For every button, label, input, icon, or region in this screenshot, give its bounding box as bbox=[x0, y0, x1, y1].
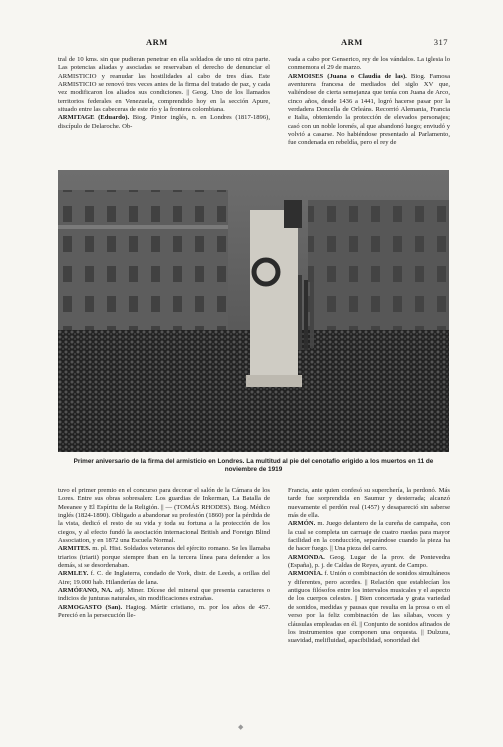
entry-body: Geog. Lugar de la prov. de Pontevedra (España), p. j. de Caldas de Reyes, ayunt. de Campo. bbox=[288, 553, 450, 570]
bottom-left-column bbox=[58, 487, 270, 621]
entry-body: f. C. de Inglaterra, condado de York, distr. de Leeds, a orillas del Aire; 19.000 hab. Hilanderías de lana. bbox=[58, 570, 270, 586]
entry-headword: ARMOGASTO (San). bbox=[58, 603, 123, 611]
entry-headword: ARMONÍA. bbox=[288, 570, 323, 578]
watermark-icon: ◆ bbox=[238, 723, 244, 731]
entry-body: adj. Miner. Dícese del mineral que presenta caracteres o indicios de junturas naturales, sin modificaciones extrañas. bbox=[58, 587, 270, 603]
page-number: 317 bbox=[433, 37, 448, 47]
dictionary-entry bbox=[288, 554, 450, 571]
dictionary-entry bbox=[288, 520, 450, 553]
photo-illustration bbox=[58, 170, 449, 452]
entry-body: Biog. Pintor inglés, n. en Londres (1817-1896), discípulo de Delaroche. Ob- bbox=[58, 114, 270, 130]
paragraph: tral de 10 kms. sin que pudieran penetrar en ella soldados de uno ni otra parte. Las potencias aliadas y asociadas se reservaban el derecho de denunciar el ARMISTICIO y reanudar las hostilidades al cabo de tres días. Este ARMISTICIO se renovó tres veces antes de la firma del tratado de paz, y cada vez modificaron los aliados sus condiciones. || Geog. Uno de los llamados territorios federales en Venezuela, comprendido hoy en la sección Apure, situado entre las cabeceras de este río y la frontera colombiana. bbox=[58, 56, 270, 114]
top-left-column bbox=[58, 56, 270, 131]
dictionary-entry bbox=[288, 73, 450, 148]
entry-headword: ARMITAGE (Eduardo). bbox=[58, 114, 130, 122]
dictionary-entry bbox=[288, 570, 450, 645]
cenotaph-photograph bbox=[58, 170, 449, 452]
entry-headword: ARMONDA. bbox=[288, 553, 325, 561]
paragraph: Francia, ante quien confesó su superchería, la perdonó. Más tarde fue sorprendida en Saumur y desterrada; alcanzó nuevamente el perdón real (1457) y desapareció sin saberse más de ella. bbox=[288, 487, 450, 520]
entry-body: m. Juego delantero de la cureña de campaña, con la cual se completa un carruaje de cuatro ruedas para mayor facilidad en la conducción, separándose cuando la pieza ha de hacer fuego. || Una pieza del carro. bbox=[288, 520, 450, 553]
header-center-word: ARM bbox=[341, 37, 363, 47]
entry-body: f. Unión o combinación de sonidos simultáneos y diferentes, pero acordes. || Relación que establecían los antiguos filósofos entre los intervalos musicales y el aspecto de los cuerpos celestes. || Bien concertada y grata variedad de sonidos, medidas y pausas que resulta en la prosa o en el verso por la feliz combinación de las sílabas, voces y cláusulas empleadas en él. || Conjunto de sonidos afinados de los instrumentos que componen una orquesta. || Dulzura, suavidad, melifluidad, apacibilidad, sonoridad del bbox=[288, 570, 450, 645]
paragraph: tuvo el primer premio en el concurso para decorar el salón de la Cámara de los Lores. Entre sus obras sobresalen: Los guardias de Inkerman, La Batalla de Meeanee y El Espíritu de la Religión. || — (TOMÁS RHODES). Biog. Médico inglés (1824-1890). Obligado a abandonar su profesión (1860) por la pérdida de la vista, dedicó el resto de su vida y toda su fortuna a la protección de los ciegos, y al efecto fundó la asociación internacional British and Foreign Blind Association, y en 1872 una Escuela Normal. bbox=[58, 487, 270, 545]
entry-body: m. pl. Hist. Soldados veteranos del ejército romano. Se les llamaba triarios (triarii) porque siempre iban en la tercera línea para defender a los demás, si se desordenaban. bbox=[58, 545, 270, 570]
dictionary-entry bbox=[58, 570, 270, 587]
entry-headword: ARMLEY. bbox=[58, 570, 89, 578]
entry-body: Biog. Famosa aventurera francesa de mediados del siglo XV que, valiéndose de cierta semejanza que tenía con Juana de Arco, cinco años, desde 1436 a 1441, logró hacerse pasar por la verdadera Doncella de Orleáns. Recorrió Alemania, Francia e Italia, obteniendo la protección de elevados personajes; casó con un noble lorenés, al que abandonó luego; enviudó y volvió a casarse. No habiéndose presentado al Parlamento, fue condenada en rebeldía, pero el rey de bbox=[288, 72, 450, 147]
entry-headword: ARMÓFANO, NA. bbox=[58, 587, 113, 595]
entry-headword: ARMÓN. bbox=[288, 520, 316, 528]
dictionary-entry bbox=[58, 604, 270, 621]
running-header bbox=[58, 37, 448, 49]
dictionary-entry bbox=[58, 587, 270, 604]
entry-headword: ARMOISES (Juana o Claudia de las). bbox=[288, 72, 407, 80]
entry-headword: ARMITES. bbox=[58, 545, 91, 553]
dictionary-entry bbox=[58, 545, 270, 570]
bottom-right-column bbox=[288, 487, 450, 646]
entry-body: Hagiog. Mártir cristiano, m. por los años de 457. Pereció en la persecución lle- bbox=[58, 603, 270, 620]
paragraph: vada a cabo por Genserico, rey de los vándalos. La iglesia lo conmemora el 29 de marzo. bbox=[288, 56, 450, 72]
photo-caption: Primer aniversario de la firma del armisticio en Londres. La multitud al pie del cenotafio erigido a los muertos en 11 de noviembre de 1919 bbox=[73, 458, 434, 473]
header-left-word: ARM bbox=[146, 37, 168, 47]
top-right-column bbox=[288, 56, 450, 148]
dictionary-entry bbox=[58, 114, 270, 131]
